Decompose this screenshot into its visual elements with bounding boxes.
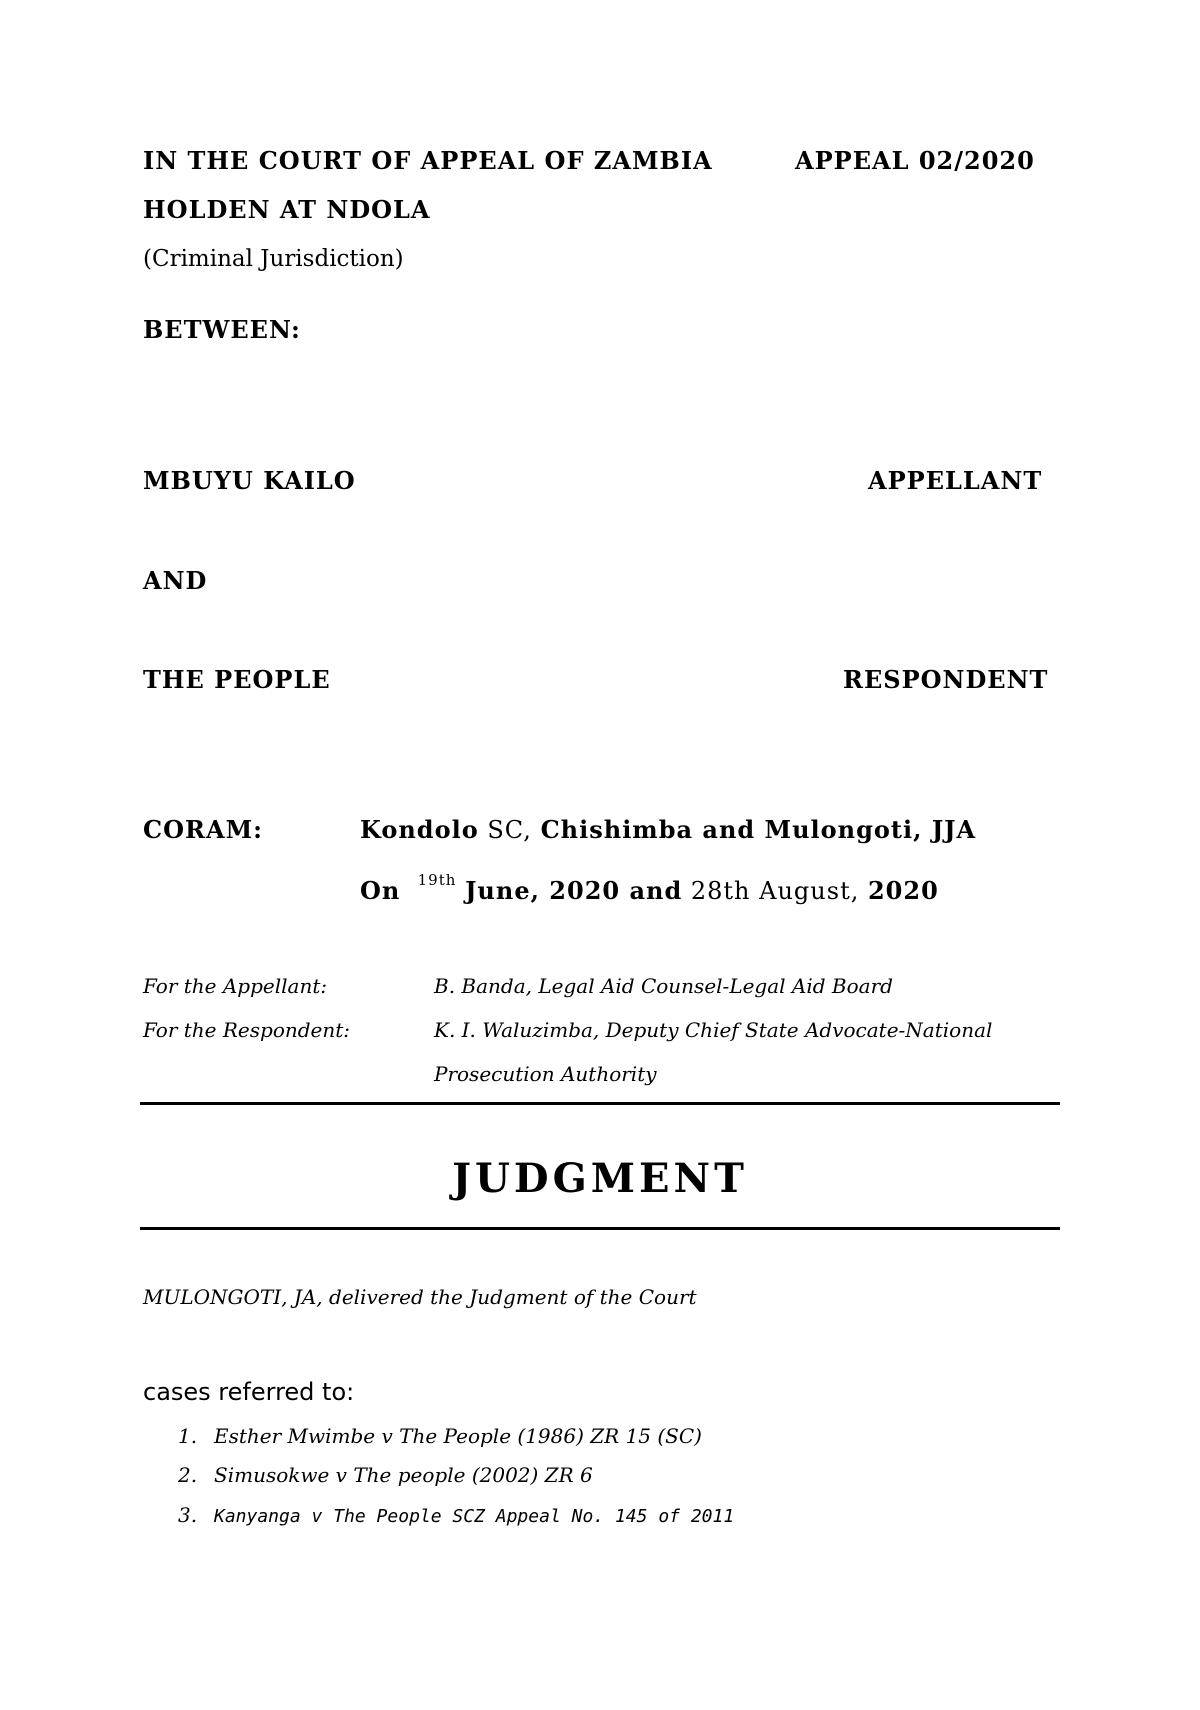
top-rule [140,1102,1060,1105]
case-text: Esther Mwimbe v The People (1986) ZR 15 (SC) [214,1424,702,1448]
respondent-counsel-value-line1: K. I. Waluzimba, Deputy Chief State Advocate-National [434,1018,993,1042]
respondent-name: THE PEOPLE [143,665,331,694]
appeal-number: APPEAL 02/2020 [795,146,1035,175]
case-number: 3. [178,1503,198,1527]
jurisdiction: (Criminal Jurisdiction) [143,246,404,272]
coram-judge1-title: SC, [487,816,532,844]
coram-judge1: Kondolo [360,815,479,844]
appellant-counsel-value: B. Banda, Legal Aid Counsel-Legal Aid Board [434,974,893,998]
delivered-by: MULONGOTI, JA, delivered the Judgment of the Court [143,1285,697,1309]
coram-label: CORAM: [143,815,263,844]
judgment-title: JUDGMENT [452,1155,748,1202]
appellant-counsel-label: For the Appellant: [143,974,328,998]
respondent-counsel-label: For the Respondent: [143,1018,351,1042]
appellant-role: APPELLANT [868,466,1043,495]
coram-judges-rest: Chishimba and Mulongoti, JJA [540,815,977,844]
date1-suffix: th [438,871,457,889]
date2-year: 2020 [867,876,939,905]
bottom-rule [140,1227,1060,1230]
case-number: 2. [178,1463,198,1487]
holden-at: HOLDEN AT NDOLA [143,195,431,224]
case-text: Simusokwe v The people (2002) ZR 6 [214,1463,593,1487]
case-number: 1. [178,1424,198,1448]
cases-heading: cases referred to: [143,1378,355,1406]
court-name: IN THE COURT OF APPEAL OF ZAMBIA [143,146,713,175]
list-item [178,1424,702,1448]
coram-judges [360,815,976,844]
respondent-counsel-value-line2: Prosecution Authority [434,1062,657,1086]
and-label: AND [143,566,208,595]
list-item [178,1463,593,1487]
respondent-role: RESPONDENT [843,665,1049,694]
on-label: On [360,876,401,905]
list-item [178,1503,734,1527]
date1-rest: June, 2020 and [465,876,683,905]
hearing-dates [360,871,939,905]
appellant-name: MBUYU KAILO [143,466,356,495]
case-text: Kanyanga v The People SCZ Appeal No. 145 of 2011 [214,1506,735,1527]
date2: 28th August, [690,877,860,905]
between-label: BETWEEN: [143,315,301,344]
date1-day: 19 [417,871,439,889]
